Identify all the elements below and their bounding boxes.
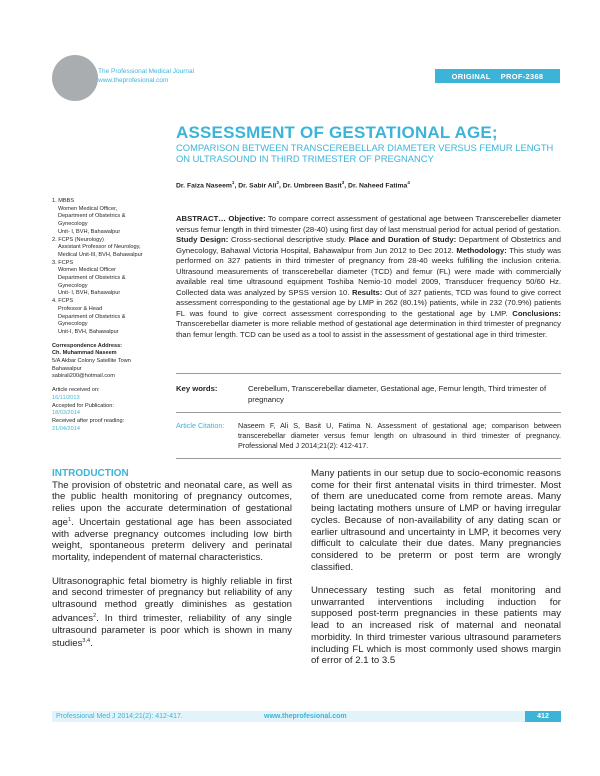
divider [176, 373, 561, 374]
abstract-lead: ABSTRACT… Objective: [176, 214, 266, 223]
para-text: The provision of obstetric and neonatal care, as well as the public health monitoring of pregnancy outcomes, relies upon the accurate determination of gestational age [52, 479, 292, 528]
affil-line: Gynecology [58, 221, 88, 228]
affil-title: 2. FCPS (Neurology) [52, 236, 104, 243]
para-text: Ultrasonographic fetal biometry is highly reliable in first and second trimester of pregnancy but reliability of any ultrasound method greatly diminishes as gestation advances [52, 575, 292, 624]
affil-line: Women Medical Officer, [58, 205, 118, 212]
affil-line: Department of Obstetrics & [58, 275, 126, 282]
paragraph-gap [311, 573, 561, 585]
proof-label: Received after proof reading: [52, 417, 125, 424]
accepted-date: 18/03/2014 [52, 410, 80, 417]
abstract-method-label: Methodology: [456, 245, 507, 255]
divider [176, 412, 561, 413]
author-sup: 4 [407, 180, 410, 185]
page-footer [52, 711, 561, 722]
proof-date: 21/04/2014 [52, 425, 80, 432]
keywords-label: Key words: [176, 384, 218, 393]
affil-title: 1. MBBS [52, 198, 75, 204]
received-date: 16/11/2013 [52, 394, 80, 401]
affiliations-sidebar [52, 198, 164, 433]
badge-type: ORIGINAL [451, 71, 491, 81]
affil-line: Gynecology [58, 321, 88, 328]
abstract-method: This study was performed on 327 patients in third trimester of pregnancy from 28-40 weeks fulfilling the inclusion criteria. Ultrasound measurements of transcerebellar diameter (TCD) and femur (FL) were made with commercially available real time ultrasound equipment Toshiba Nemio-10 model 2009, Transducer frequency 50/60 Hz. Collected data was analyzed by SPSS version 10. [176, 245, 561, 297]
dates-block [52, 387, 164, 433]
abstract-design: Cross-sectional descriptive study. [228, 235, 349, 244]
author-sup: 2 [276, 180, 280, 185]
affil-line: Department of Obstetrics & [58, 313, 126, 320]
corr-name: Ch. Muhammad Naseem [52, 350, 117, 357]
abstract-results: Out of 327 patients, TCD was found to give correct assessment corresponding to the gestational age by LMP in 262 (80.1%) patients, while in 232 (70.9%) patients FL was found to give correct assessment corresponding to the gestational age by LMP. [176, 287, 562, 318]
affil-line: Medical Unit-III, BVH, Bahawalpur [58, 251, 143, 258]
citation-text: Naseem F, Ali S, Basit U, Fatima N. Assessment of gestational age; comparison between transcerebellar diameter versus femur length on ultrasound in third trimester of pregnancy. Professional Med J 2014;21(2): 412-417. [238, 421, 561, 450]
journal-logo [52, 55, 98, 101]
ref-sup: 1 [68, 516, 72, 523]
correspondence-block [52, 343, 164, 382]
article-title: ASSESSMENT OF GESTATIONAL AGE; [176, 123, 498, 142]
body-paragraph: Many patients in our setup due to socio-economic reasons come for their first antenatal visits in third trimester. Most of them are uneducated come from remote areas. Many being lactating mothers unsure of LMP or having irregular cycles. Because of non-availability of any dating scan or earlier ultrasound and uncertainty in LMP, it becomes very difficult to calculate their due dates. Many pregnancies considered to be preterm or post term are wrongly classified. [311, 468, 561, 573]
affil-line: Women Medical Officer [58, 267, 116, 274]
author-list: Dr. Faiza Naseem$^1$, Dr. Sabir Ali$^2$, Dr. Umbreen Basit$^3$, Dr. Naheed Fatima$^4$ [176, 180, 410, 190]
body-column-left [52, 468, 292, 650]
abstract-place: Department of Obstetrics and Gynecology, Bahawal Victoria Hospital, Bahawalpur from Jun 2012 to Dec 2012. [176, 235, 562, 255]
abstract-objective: To compare correct assessment of gestational age between Transcerebeller diameter versus femur length in third trimester (28-40) using first day of last menstrual period for actual period of gestation. [176, 214, 561, 234]
abstract-place-label: Place and Duration of Study: [348, 235, 457, 244]
body-paragraph [52, 576, 292, 651]
author-name: Dr. Naheed Fatima [348, 182, 408, 190]
affil-line: Department of Obstetrics & [58, 213, 126, 220]
corr-email[interactable]: sabirali200@hotmail.com [52, 373, 115, 380]
author-name: Dr. Faiza Naseem [176, 182, 232, 190]
article-subtitle: COMPARISON BETWEEN TRANSCEREBELLAR DIAMETER VERSUS FEMUR LENGTH ON ULTRASOUND IN THIRD TRIMESTER OF PREGNANCY [176, 142, 554, 164]
abstract-design-label: Study Design: [176, 235, 229, 244]
ref-sup: 3,4 [82, 638, 91, 645]
citation-label: Article Citation: [176, 421, 225, 430]
para-text: . [90, 638, 93, 650]
keywords-text: Cerebellum, Transcerebellar diameter, Gestational age, Femur length, Third trimester of pregnancy [248, 384, 547, 404]
affil-line: Assistant Professor of Neurology, [58, 244, 141, 251]
journal-name [98, 67, 194, 85]
para-text: . In third trimester, reliability of any single ultrasound parameter is poor which is shown in many studies [52, 612, 292, 650]
body-paragraph: Unnecessary testing such as fetal monitoring and unwarranted interventions including induction for supposed post-term pregnancies in these patients may lead to an increased risk of maternal and neonatal morbidity. In third trimester various ultrasound parameters including FL which is most commonly used shows margin of error of 2.1 to 3.5 [311, 585, 561, 667]
journal-title-text: The Professional Medical Journal [98, 68, 195, 75]
journal-url-text[interactable]: www.theprofesional.com [98, 77, 169, 84]
affil-line: Gynecology [58, 282, 88, 289]
badge-code: PROF-2368 [500, 71, 544, 81]
paragraph-gap [52, 564, 292, 576]
affil-line: Unit-I, BVH, Bahawalpur [58, 328, 119, 335]
ref-sup: 2 [93, 612, 97, 619]
footer-citation: Professional Med J 2014;21(2): 412-417. [56, 713, 183, 720]
article-citation [176, 421, 561, 451]
author-sup: 3 [341, 180, 345, 185]
affil-line: Professor & Head [58, 305, 103, 312]
corr-line: Bahawalpur [52, 365, 82, 372]
article-type-badge [435, 69, 560, 83]
keywords [176, 384, 561, 405]
accepted-label: Accepted for Publication: [52, 402, 114, 409]
corr-label: Correspondence Address: [52, 342, 123, 349]
body-column-right [311, 468, 561, 667]
footer-url[interactable]: www.theprofesional.com [264, 713, 347, 720]
affil-title: 3. FCPS [52, 259, 74, 266]
author-name: Dr. Sabir Ali [238, 182, 277, 190]
affil-line: Unit- I, BVH, Bahawalpur [58, 290, 121, 297]
abstract-conclusions-label: Conclusions: [512, 308, 561, 318]
received-label: Article received on: [52, 387, 100, 394]
affil-title: 4. FCPS [52, 298, 74, 305]
author-sup: 1 [231, 180, 235, 185]
divider [176, 458, 561, 459]
author-name: Dr. Umbreen Basit [282, 182, 342, 190]
body-paragraph [52, 480, 292, 564]
abstract [176, 214, 561, 340]
page-number: 412 [525, 711, 561, 722]
abstract-conclusions: Transcerebellar diameter is more reliable method of gestational age determination in third trimester of pregnancy than femur length. TCD can be used as a tool to assist in the assessment of gestational age in third trimester. [176, 319, 561, 339]
abstract-results-label: Results: [351, 287, 383, 297]
section-heading: INTRODUCTION [52, 468, 129, 479]
affil-line: Unit- I, BVH, Bahawalpur [58, 228, 121, 235]
corr-line: 5/A Akbar Colony Satellite Town [52, 358, 131, 365]
para-text: . Uncertain gestational age has been associated with adverse pregnancy outcomes including low birth weight, spontaneous preterm delivery and perinatal mortality, independent of maternal characteristics. [52, 517, 292, 564]
